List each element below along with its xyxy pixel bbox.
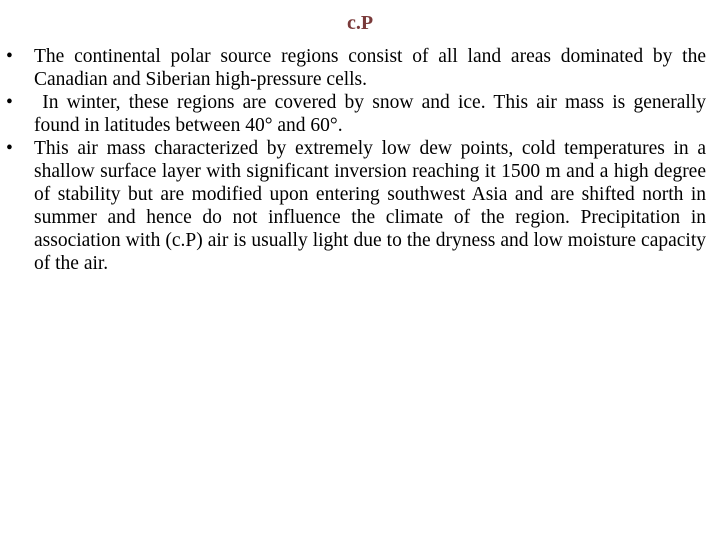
bullet-item-1 xyxy=(0,45,720,91)
slide-title: c.P xyxy=(346,12,374,34)
bullet-item-3 xyxy=(0,137,720,275)
bullet-marker: • xyxy=(6,138,13,159)
bullet-text: This air mass characterized by extremely low dew points, cold temperatures in a shallow surface layer with significant inversion reaching it 1500 m and a high degree of stability but are modified upon entering southwest Asia and are shifted north in summer and hence do not influence the climate of the region. Precipitation in association with (c.P) air is usually light due to the dryness and low moisture capacity of the air. xyxy=(34,138,706,274)
bullet-item-2 xyxy=(0,91,720,137)
bullet-marker: • xyxy=(6,92,13,113)
bullet-text: The continental polar source regions consist of all land areas dominated by the Canadian and Siberian high-pressure cells. xyxy=(34,46,706,90)
bullet-text: In winter, these regions are covered by snow and ice. This air mass is generally found in latitudes between 40° and 60°. xyxy=(34,92,711,136)
bullet-marker: • xyxy=(6,46,13,67)
bullet-list xyxy=(0,45,720,275)
